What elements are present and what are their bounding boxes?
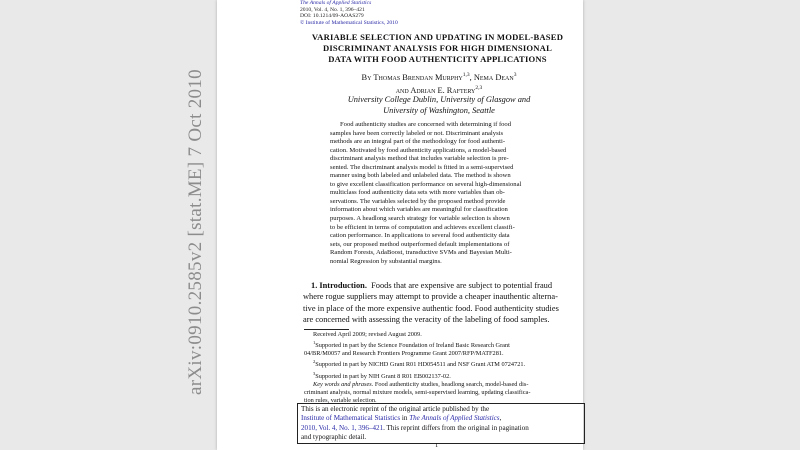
by-label: By [361,72,372,82]
footnote: $^2$Supported in part by NICHD Grant R01 HD054511 and NSF Grant ATM 0724721. [313,359,526,369]
intro-line: are concerned with assessing the veracity of the labeling of food samples. [303,315,550,325]
abstract-line: servations. The variables selected by the proposed method provide [330,197,506,205]
intro-line: 1. Introduction. Foods that are expensive are subject to potential fraud [311,281,553,290]
author-name: Thomas Brendan Murphy [373,72,463,82]
author-name: Nema Dean [473,72,514,82]
author-separator: , [469,72,474,82]
paper-title [287,32,588,65]
keywords: Key words and phrases. Food authenticity studies, headlong search, model-based dis- [313,380,529,388]
ims-link[interactable]: Institute of Mathematical Statistics [301,414,401,423]
abstract-line: sets, our proposed method outperformed default implementations of [330,240,510,248]
abstract-line: methods are an integral part of the methodology for food authenti- [330,138,506,146]
author-name: Adrian E. Raftery [410,86,476,96]
keywords-continued: criminant analysis, normal mixture models, semi-supervised learning, updating classifica- [304,388,531,396]
reprint-line: Institute of Mathematical Statistics in The Annals of Applied Statistics, [301,414,502,423]
footnote-divider [304,329,349,330]
journal-header [300,0,398,26]
abstract-line: Food authenticity studies are concerned with determining if food [340,121,512,128]
abstract-line: cation. Motivated by food authenticity applications, a model-based [330,146,507,154]
arxiv-identifier: arXiv:0910.2585v2 [stat.ME] 7 Oct 2010 [185,69,206,395]
volume-link[interactable]: 2010, Vol. 4, No. 1, 396–421 [301,423,384,432]
journal-name-link[interactable]: The Annals of Applied Statistics [300,0,372,6]
received-date: Received April 2009; revised August 2009. [313,331,422,338]
journal-volume: 2010, Vol. 4, No. 1, 396–421 [300,6,365,13]
abstract-line: to give excellent classification performance on several high-dimensional [330,180,522,188]
abstract-line: information about which variables are meaningful for classification [330,206,508,214]
abstract-line: discriminant analysis method that includes variable selection is pre- [330,155,509,163]
intro-line: tive in place of the more expensive authentic food. Food authenticity studies [303,303,559,313]
footnote-continued: 04/BR/M0057 and Research Frontiers Programme Grant 2007/RFP/MATF281. [304,350,504,358]
abstract-line: manner using both labeled and unlabeled data. The method is shown [330,172,511,180]
abstract [330,121,548,266]
abstract-line: Random Forests, AdaBoost, transductive SVMs and Bayesian Multi- [330,249,512,257]
abstract-line: purposes. A headlong search strategy for variable selection is shown [330,215,510,223]
reprint-notice [297,403,585,444]
abstract-line: to be efficient in terms of computation and achieves excellent classifi- [330,223,515,231]
author-affiliation-mark: 2,3 [475,85,483,92]
section-heading: 1. Introduction. [311,281,367,290]
reprint-line: 2010, Vol. 4, No. 1, 396–421. This reprint differs from the original in pagination [301,423,529,432]
affiliation [279,94,599,116]
and-label: and [395,86,409,96]
abstract-line: cation performance. In applications to several food authenticity data [330,232,510,240]
keywords-continued: tion rules, variable selection. [304,396,377,404]
introduction-section [303,280,582,326]
paper-page [217,0,583,450]
footnote: $^3$Supported in part by NIH Grant 8 R01 EB002137-02. [313,370,451,380]
journal-link[interactable]: The Annals of Applied Statistics [409,414,500,423]
title-line: DATA WITH FOOD AUTHENTICITY APPLICATIONS [328,54,547,64]
footnote: $^1$Supported in part by the Science Foundation of Ireland Basic Research Grant [313,340,510,350]
reprint-line: and typographic detail. [301,432,367,441]
journal-doi: DOI: 10.1214/09-AOAS279 [300,13,364,20]
title-line: VARIABLE SELECTION AND UPDATING IN MODEL-BASED [311,32,564,42]
footnotes [304,331,582,405]
title-line: DISCRIMINANT ANALYSIS FOR HIGH DIMENSIONAL [322,43,553,53]
abstract-line: multiclass food authenticity data sets with more variables than ob- [330,189,505,197]
affiliation-line: University of Washington, Seattle [383,106,495,115]
author-list [279,70,599,97]
intro-line: where rogue suppliers may attempt to provide a cheaper inauthentic alterna- [303,292,558,302]
author-affiliation-mark: 3 [513,72,517,78]
journal-copyright-link[interactable]: © Institute of Mathematical Statistics, 2010 [300,19,398,26]
abstract-line: nomial Regression by substantial margins. [330,257,442,265]
abstract-line: sented. The discriminant analysis model is fitted in a semi-supervised [330,163,514,171]
page-number: 1 [435,442,439,449]
author-affiliation-mark: 1,3 [462,72,470,78]
reprint-line: This is an electronic reprint of the original article published by the [301,405,490,413]
abstract-line: samples have been correctly labeled or not. Discriminant analysis [330,129,504,137]
affiliation-line: University College Dublin, University of Glasgow and [347,95,531,104]
